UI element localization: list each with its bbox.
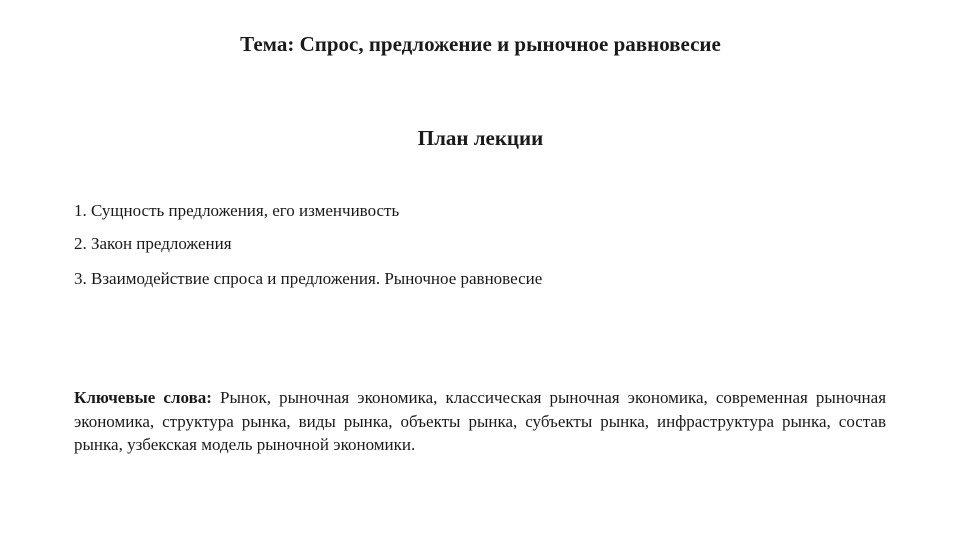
plan-item: 2. Закон предложения: [74, 234, 232, 253]
slide-title: Тема: Спрос, предложение и рыночное равновесие: [240, 32, 721, 56]
keywords-paragraph: [74, 386, 886, 457]
lecture-plan-heading: План лекции: [417, 126, 544, 150]
plan-item: 3. Взаимодействие спроса и предложения. Рыночное равновесие: [74, 269, 543, 288]
keywords-text: Рынок, рыночная экономика, классическая рыночная экономика, современная рыночная экономика, структура рынка, виды рынка, объекты рынка, субъекты рынка, инфраструктура рынка, состав рынка, узбекская модель рыночной экономики.: [74, 388, 887, 454]
keywords-label: Ключевые слова:: [74, 388, 212, 407]
plan-item: 1. Сущность предложения, его изменчивость: [74, 201, 400, 220]
